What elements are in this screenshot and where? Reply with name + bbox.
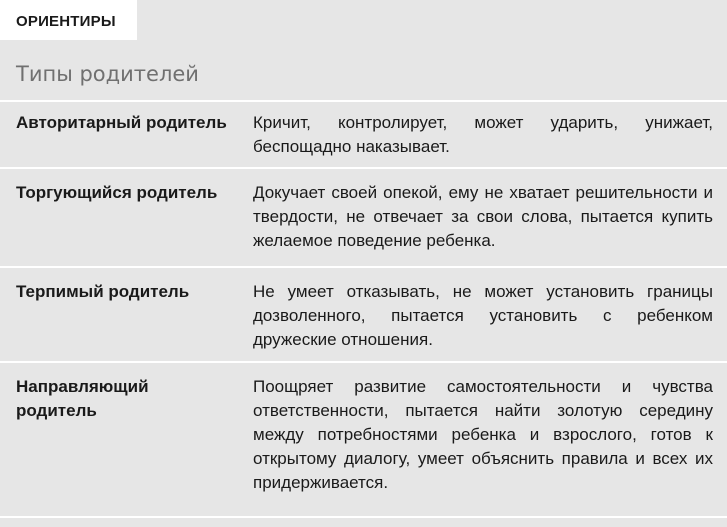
row-divider (0, 266, 727, 268)
parent-type-description: Поощряет развитие самостоятельности и чувства ответственности, пытается найти золотую середину между потребностями ребенка и взрослого, готов к открытому диалогу, умеет объяснить правила и всех их придерживается. (253, 377, 713, 492)
row-divider (0, 100, 727, 102)
parent-type-label: Направляющий родитель (16, 377, 149, 420)
parent-type-label: Торгующийся родитель (16, 183, 218, 202)
section-title: Типы родителей (16, 62, 199, 86)
parent-type-description: Кричит, контролирует, может ударить, унижает, беспощадно наказывает. (253, 113, 713, 156)
parent-type-description: Не умеет отказывать, не может установить границы дозволенного, пытается установить с ребенком дружеские отношения. (253, 282, 713, 349)
parent-type-description: Докучает своей опекой, ему не хватает решительности и твердости, не отвечает за свои слова, пытается купить желаемое поведение ребенка. (253, 183, 713, 250)
row-divider (0, 516, 727, 518)
parent-type-label: Авторитарный родитель (16, 113, 227, 132)
category-tab (0, 0, 137, 40)
row-divider (0, 361, 727, 363)
row-divider (0, 167, 727, 169)
category-tab-label: ОРИЕНТИРЫ (16, 13, 116, 30)
parent-type-label: Терпимый родитель (16, 282, 190, 301)
